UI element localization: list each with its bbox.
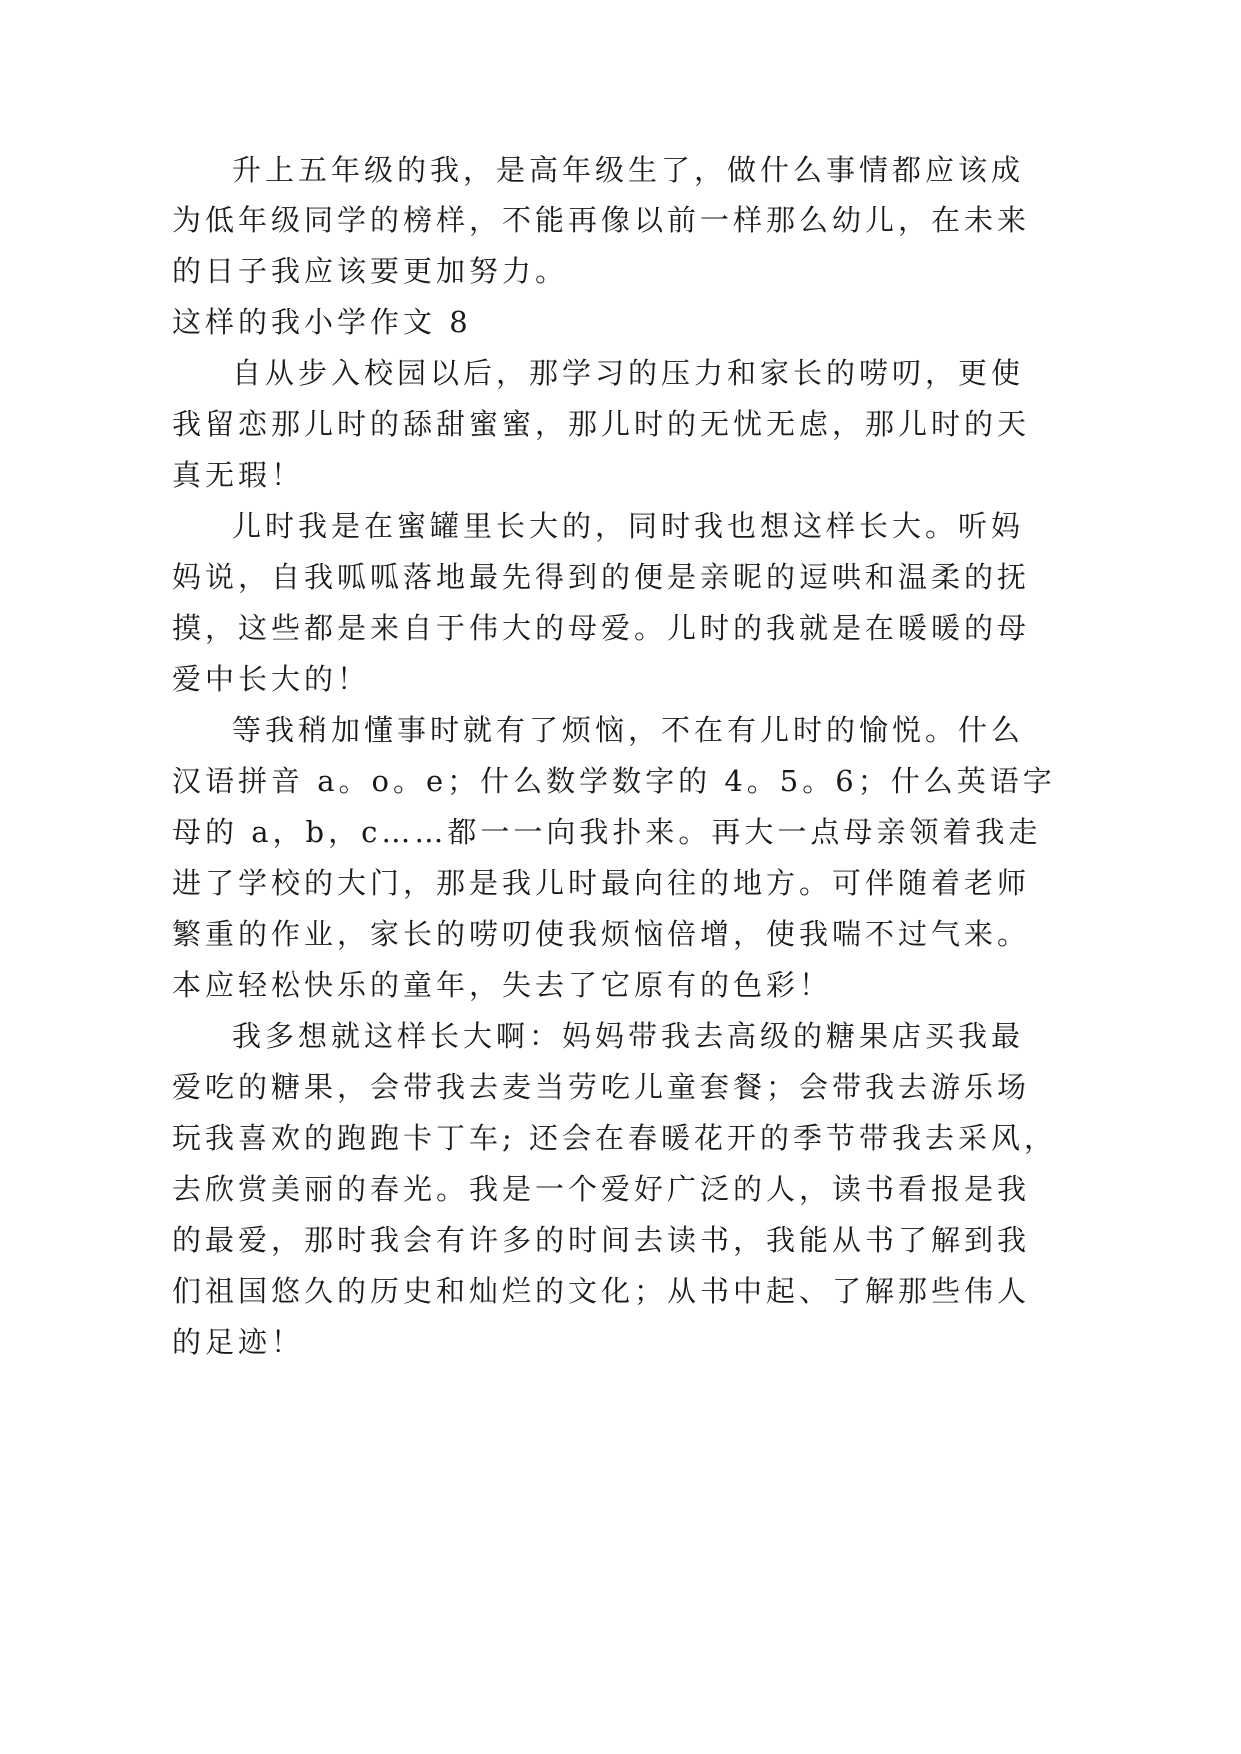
text-line: 的日子我应该要更加努力。 [172,254,569,288]
text-line: 升上五年级的我，是高年级生了，做什么事情都应该成 [232,153,1025,187]
text-line: 我多想就这样长大啊：妈妈带我去高级的糖果店买我最 [232,1019,1025,1053]
text-line: 去欣赏美丽的春光。我是一个爱好广泛的人，读书看报是我 [172,1172,1031,1206]
text-line: 母的 a，b，c……都一一向我扑来。再大一点母亲领着我走 [172,815,1042,849]
text-line: 为低年级同学的榜样，不能再像以前一样那么幼儿，在未来 [172,203,1031,237]
text-line: 妈说，自我呱呱落地最先得到的便是亲昵的逗哄和温柔的抚 [172,560,1031,594]
text-line: 玩我喜欢的跑跑卡丁车; 还会在春暖花开的季节带我去采风， [172,1121,1057,1155]
text-line: 儿时我是在蜜罐里长大的，同时我也想这样长大。听妈 [232,509,1025,543]
text-line: 本应轻松快乐的童年，失去了它原有的色彩！ [172,968,833,1002]
text-line: 汉语拼音 a。o。e；什么数学数字的 4。5。6；什么英语字 [172,764,1056,798]
text-line: 进了学校的大门，那是我儿时最向往的地方。可伴随着老师 [172,866,1031,900]
text-line: 繁重的作业，家长的唠叨使我烦恼倍增，使我喘不过气来。 [172,917,1031,951]
text-line: 真无瑕！ [172,458,305,492]
text-line: 的足迹！ [172,1325,305,1359]
text-line: 我留恋那儿时的舔甜蜜蜜，那儿时的无忧无虑，那儿时的天 [172,407,1031,441]
text-line: 自从步入校园以后，那学习的压力和家长的唠叨，更使 [232,356,1025,390]
text-line: 等我稍加懂事时就有了烦恼，不在有儿时的愉悦。什么 [232,713,1025,747]
article-heading: 这样的我小学作文 8 [172,305,472,339]
text-line: 摸，这些都是来自于伟大的母爱。儿时的我就是在暖暖的母 [172,611,1031,645]
text-line: 们祖国悠久的历史和灿烂的文化；从书中起、了解那些伟人 [172,1274,1031,1308]
text-line: 爱中长大的！ [172,662,371,696]
text-line: 的最爱，那时我会有许多的时间去读书，我能从书了解到我 [172,1223,1031,1257]
text-line: 爱吃的糖果，会带我去麦当劳吃儿童套餐；会带我去游乐场 [172,1070,1031,1104]
